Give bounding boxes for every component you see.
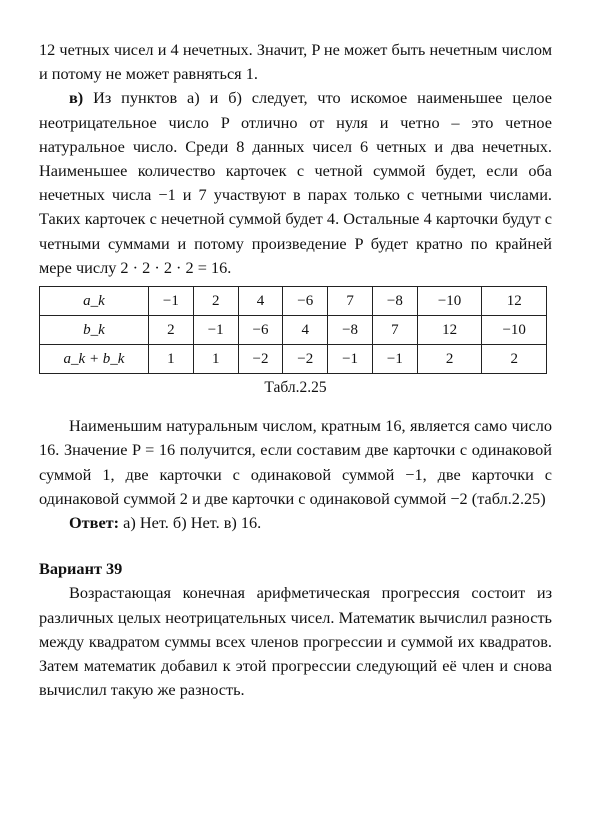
part-v-label: в) — [69, 88, 84, 108]
paragraph-2 — [39, 86, 552, 280]
variant-title: Вариант 39 — [39, 559, 123, 579]
table-cell: −8 — [372, 287, 417, 316]
table-cell: 2 — [417, 345, 482, 374]
table-cell: −8 — [328, 316, 373, 345]
table-cell: 2 — [193, 287, 238, 316]
table-cell: −10 — [482, 316, 547, 345]
table-cell: 1 — [149, 345, 194, 374]
paragraph-3: Наименьшим натуральным числом, кратным 16, является само число 16. Значение P = 16 получится, если составим две карточки с одинаковой суммой 1, две карточки с одинаковой суммой −1, две карточки с одинаковой суммой 2 и две карточки с одинаковой суммой −2 (табл.2.25) — [39, 416, 552, 508]
table-cell: 12 — [482, 287, 547, 316]
paragraph-1: 12 четных чисел и 4 нечетных. Значит, P не может быть нечетным числом и потому не может равняться 1. — [39, 40, 552, 84]
table-cell: −2 — [238, 345, 283, 374]
table-cell: −6 — [238, 316, 283, 345]
table-cell: −1 — [193, 316, 238, 345]
table-cell: 7 — [372, 316, 417, 345]
row-header: a_k + b_k — [40, 345, 149, 374]
answer-text: а) Нет. б) Нет. в) 16. — [119, 513, 262, 533]
table-cell: −1 — [149, 287, 194, 316]
table-cell: 2 — [149, 316, 194, 345]
paragraph-4: Возрастающая конечная арифметическая прогрессия состоит из различных целых неотрицательных чисел. Математик вычислил разность между квадратом суммы всех членов прогрессии и суммой их квадратов. Затем математик добавил к этой прогрессии следующий её член и снова вычислил такую же разность. — [39, 583, 552, 700]
values-table — [39, 286, 547, 374]
table-row — [40, 287, 547, 316]
row-header: a_k — [40, 287, 149, 316]
paragraph-2-text: Из пунктов а) и б) следует, что искомое наименьшее целое неотрицательное число P отлично от нуля и четно – это четное натуральное число. Среди 8 данных чисел 6 четных и два нечетных. Наименьшее количество карточек с четной суммой будет, если оба нечетных числа −1 и 7 участвуют в парах только с четными числами. Таких карточек с нечетной суммой будет 4. Остальные 4 карточки будут с четными суммами и потому произведение P будет кратно по крайней мере числу 2 · 2 · 2 · 2 = 16. — [39, 88, 552, 277]
table-cell: −10 — [417, 287, 482, 316]
table-caption: Табл.2.25 — [264, 379, 327, 397]
table-row — [40, 345, 547, 374]
document-page — [39, 38, 552, 702]
table-cell: 1 — [193, 345, 238, 374]
table-row — [40, 316, 547, 345]
table-cell: −1 — [372, 345, 417, 374]
table-cell: 2 — [482, 345, 547, 374]
table-cell: 4 — [283, 316, 328, 345]
table-cell: 4 — [238, 287, 283, 316]
table-cell: 7 — [328, 287, 373, 316]
answer-label: Ответ: — [69, 513, 120, 533]
table-cell: −2 — [283, 345, 328, 374]
answer-line — [69, 511, 552, 535]
table-cell: −1 — [328, 345, 373, 374]
table-cell: 12 — [417, 316, 482, 345]
row-header: b_k — [40, 316, 149, 345]
table-cell: −6 — [283, 287, 328, 316]
